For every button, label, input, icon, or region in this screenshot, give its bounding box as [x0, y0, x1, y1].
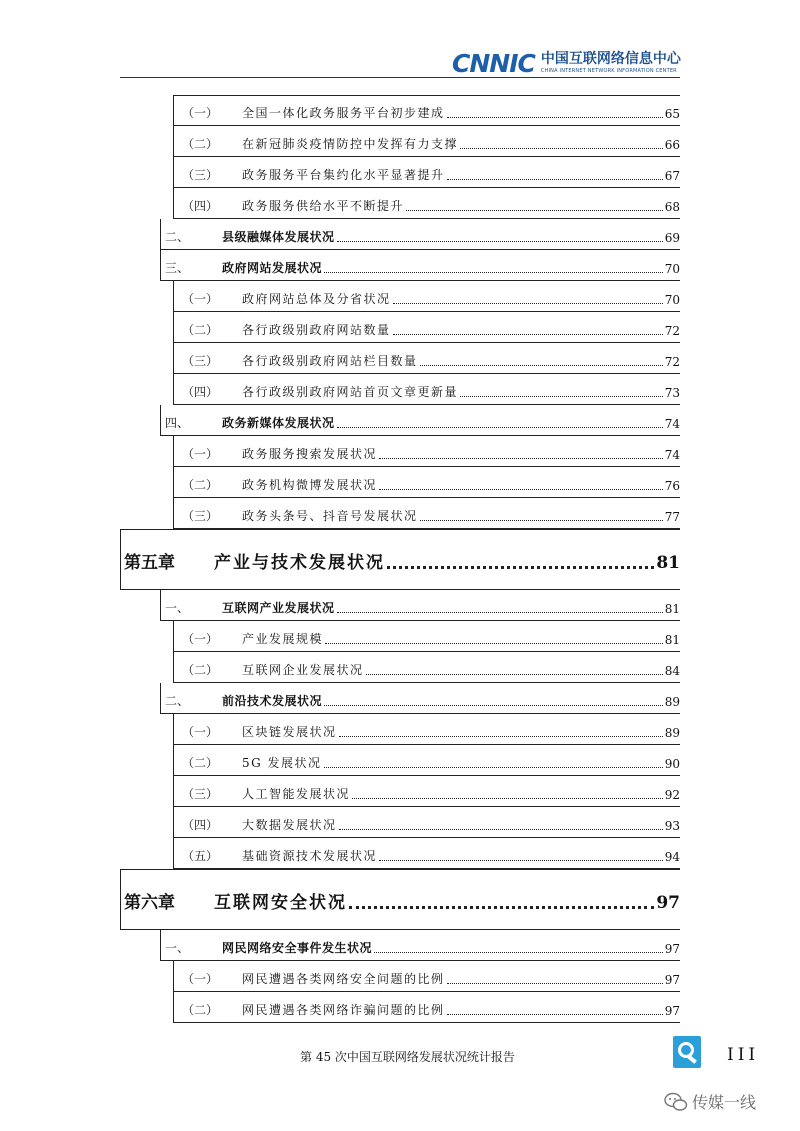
toc-entry-number: 三、 [165, 261, 190, 275]
toc-entry-number: （二） [182, 137, 219, 151]
toc-entry-page: 94 [664, 850, 680, 864]
toc-leader-dots [447, 117, 663, 118]
toc-entry-number: （四） [182, 818, 219, 832]
toc-entry-page: 89 [664, 695, 680, 709]
toc-entry-page: 66 [664, 138, 680, 152]
toc-entry-title: 网民遭遇各类网络诈骗问题的比例 [242, 1003, 445, 1017]
toc-leader-dots [339, 829, 663, 830]
toc-section-row[interactable] [160, 405, 680, 436]
toc-entry-title: 政府网站发展状况 [222, 261, 323, 275]
toc-leader-dots [379, 458, 663, 459]
toc-subsection-row[interactable] [173, 745, 680, 776]
toc-leader-dots [337, 427, 663, 428]
table-of-contents [120, 95, 680, 1023]
toc-entry-number: （一） [182, 447, 219, 461]
toc-subsection-row[interactable] [173, 992, 680, 1023]
toc-entry-title: 在新冠肺炎疫情防控中发挥有力支撑 [242, 137, 459, 151]
logo-chinese-name: 中国互联网络信息中心 [540, 51, 681, 67]
toc-entry-title: 各行政级别政府网站栏目数量 [242, 354, 418, 368]
toc-subsection-row[interactable] [173, 838, 680, 869]
toc-leader-dots [460, 148, 663, 149]
toc-entry-title: 政府网站总体及分省状况 [242, 292, 391, 306]
header-rule [120, 77, 680, 78]
toc-entry-number: （一） [182, 632, 219, 646]
toc-entry-page: 72 [664, 355, 680, 369]
toc-entry-page: 77 [664, 510, 680, 524]
toc-entry-number: （三） [182, 354, 219, 368]
toc-entry-page: 67 [664, 169, 680, 183]
toc-subsection-row[interactable] [173, 95, 680, 126]
toc-subsection-row[interactable] [173, 157, 680, 188]
toc-entry-page: 76 [664, 479, 680, 493]
toc-entry-title: 区块链发展状况 [242, 725, 337, 739]
toc-leader-dots [379, 489, 663, 490]
toc-entry-title: 互联网安全状况 [214, 893, 347, 913]
report-title: 第 45 次中国互联网络发展状况统计报告 [300, 1050, 515, 1064]
toc-entry-number: （一） [182, 292, 219, 306]
toc-entry-page: 93 [664, 819, 680, 833]
toc-leader-dots [447, 983, 663, 984]
toc-entry-number: （五） [182, 849, 219, 863]
toc-leader-dots [379, 860, 663, 861]
toc-subsection-row[interactable] [173, 714, 680, 745]
cnnic-logo [452, 49, 681, 78]
toc-entry-number: （二） [182, 756, 219, 770]
toc-leader-dots [366, 674, 663, 675]
toc-entry-page: 97 [656, 893, 680, 913]
toc-leader-dots [447, 1014, 663, 1015]
toc-section-row[interactable] [160, 683, 680, 714]
toc-entry-number: 二、 [165, 230, 190, 244]
toc-leader-dots [349, 906, 654, 909]
toc-subsection-row[interactable] [173, 374, 680, 405]
toc-entry-page: 65 [664, 107, 680, 121]
toc-entry-page: 84 [664, 664, 680, 678]
toc-entry-number: （四） [182, 385, 219, 399]
toc-leader-dots [337, 612, 663, 613]
toc-section-row[interactable] [160, 590, 680, 621]
toc-section-row[interactable] [160, 930, 680, 961]
toc-entry-page: 74 [664, 417, 680, 431]
toc-leader-dots [374, 952, 663, 953]
toc-entry-title: 政务服务搜索发展状况 [242, 447, 378, 461]
toc-entry-number: 第五章 [124, 553, 175, 573]
wechat-icon [664, 1092, 688, 1112]
watermark [664, 1090, 756, 1113]
toc-entry-page: 73 [664, 386, 680, 400]
toc-entry-title: 互联网企业发展状况 [242, 663, 364, 677]
toc-entry-page: 81 [664, 633, 680, 647]
toc-subsection-row[interactable] [173, 281, 680, 312]
toc-entry-page: 81 [656, 553, 680, 573]
toc-entry-page: 92 [664, 788, 680, 802]
toc-entry-title: 县级融媒体发展状况 [222, 230, 335, 244]
toc-entry-number: （三） [182, 509, 219, 523]
toc-subsection-row[interactable] [173, 467, 680, 498]
toc-leader-dots [420, 520, 663, 521]
toc-leader-dots [447, 179, 663, 180]
toc-entry-title: 人工智能发展状况 [242, 787, 351, 801]
toc-leader-dots [324, 705, 663, 706]
toc-entry-title: 政务服务平台集约化水平显著提升 [242, 168, 445, 182]
toc-subsection-row[interactable] [173, 436, 680, 467]
toc-subsection-row[interactable] [173, 126, 680, 157]
toc-entry-title: 政务新媒体发展状况 [222, 416, 335, 430]
toc-leader-dots [393, 334, 663, 335]
toc-entry-title: 各行政级别政府网站数量 [242, 323, 391, 337]
toc-entry-page: 97 [664, 973, 680, 987]
toc-entry-page: 97 [664, 1004, 680, 1018]
toc-subsection-row[interactable] [173, 652, 680, 683]
toc-entry-number: （三） [182, 168, 219, 182]
toc-entry-title: 网民网络安全事件发生状况 [222, 941, 373, 955]
toc-entry-page: 70 [664, 293, 680, 307]
toc-entry-number: 第六章 [124, 893, 175, 913]
toc-entry-number: 一、 [165, 941, 190, 955]
toc-leader-dots [406, 210, 663, 211]
toc-entry-title: 政务机构微博发展状况 [242, 478, 378, 492]
logo-mark: CNNIC [452, 49, 535, 78]
toc-entry-number: （一） [182, 725, 219, 739]
toc-entry-number: （二） [182, 663, 219, 677]
toc-subsection-row[interactable] [173, 961, 680, 992]
toc-leader-dots [325, 643, 663, 644]
toc-entry-number: （一） [182, 106, 219, 120]
toc-leader-dots [387, 566, 654, 569]
page-header [0, 0, 800, 80]
toc-entry-title: 网民遭遇各类网络安全问题的比例 [242, 972, 445, 986]
toc-entry-page: 90 [664, 757, 680, 771]
toc-entry-number: 二、 [165, 694, 190, 708]
toc-leader-dots [352, 798, 663, 799]
toc-leader-dots [339, 736, 663, 737]
toc-leader-dots [324, 767, 663, 768]
toc-entry-title: 互联网产业发展状况 [222, 601, 335, 615]
toc-leader-dots [420, 365, 663, 366]
toc-entry-title: 各行政级别政府网站首页文章更新量 [242, 385, 459, 399]
magnifier-logo-icon [672, 1035, 702, 1069]
toc-entry-number: （二） [182, 323, 219, 337]
toc-entry-page: 74 [664, 448, 680, 462]
toc-entry-page: 70 [664, 262, 680, 276]
toc-entry-page: 68 [664, 200, 680, 214]
toc-entry-title: 前沿技术发展状况 [222, 694, 323, 708]
toc-entry-number: （三） [182, 787, 219, 801]
toc-section-row[interactable] [160, 250, 680, 281]
toc-entry-page: 97 [664, 942, 680, 956]
toc-subsection-row[interactable] [173, 807, 680, 838]
toc-entry-number: （二） [182, 1003, 219, 1017]
page-number: III [727, 1045, 760, 1065]
toc-entry-number: （二） [182, 478, 219, 492]
toc-chapter-row[interactable] [120, 529, 680, 590]
toc-entry-page: 72 [664, 324, 680, 338]
toc-entry-title: 大数据发展状况 [242, 818, 337, 832]
toc-leader-dots [337, 241, 663, 242]
toc-entry-title: 基础资源技术发展状况 [242, 849, 378, 863]
toc-entry-title: 产业与技术发展状况 [214, 553, 385, 573]
toc-leader-dots [460, 396, 663, 397]
toc-entry-page: 89 [664, 726, 680, 740]
toc-entry-title: 政务服务供给水平不断提升 [242, 199, 405, 213]
toc-subsection-row[interactable] [173, 188, 680, 219]
toc-subsection-row[interactable] [173, 776, 680, 807]
toc-entry-title: 5G 发展状况 [242, 756, 322, 770]
toc-entry-title: 全国一体化政务服务平台初步建成 [242, 106, 445, 120]
watermark-text: 传媒一线 [692, 1093, 757, 1112]
toc-entry-title: 政务头条号、抖音号发展状况 [242, 509, 418, 523]
logo-english-name: CHINA INTERNET NETWORK INFORMATION CENTER [540, 68, 677, 74]
toc-entry-number: 一、 [165, 601, 190, 615]
toc-entry-number: （四） [182, 199, 219, 213]
toc-entry-number: 四、 [165, 416, 190, 430]
toc-entry-title: 产业发展规模 [242, 632, 324, 646]
toc-entry-page: 81 [664, 602, 680, 616]
toc-subsection-row[interactable] [173, 343, 680, 374]
toc-entry-page: 69 [664, 231, 680, 245]
toc-subsection-row[interactable] [173, 621, 680, 652]
toc-chapter-row[interactable] [120, 869, 680, 930]
toc-leader-dots [324, 272, 663, 273]
toc-section-row[interactable] [160, 219, 680, 250]
toc-leader-dots [393, 303, 663, 304]
toc-entry-number: （一） [182, 972, 219, 986]
toc-subsection-row[interactable] [173, 498, 680, 529]
toc-subsection-row[interactable] [173, 312, 680, 343]
logo-text [541, 52, 681, 75]
